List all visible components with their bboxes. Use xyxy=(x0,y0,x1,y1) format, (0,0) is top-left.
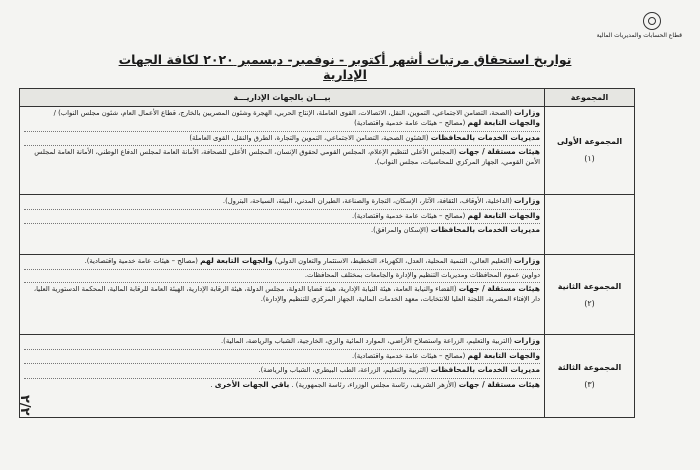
group-cell xyxy=(545,195,635,255)
entity-label: مديريات الخدمات بالمحافظات xyxy=(430,365,540,375)
entity-label: والجهات التابعة لهم xyxy=(467,210,540,220)
group-row xyxy=(20,195,635,255)
group-row xyxy=(20,255,635,335)
group-name: المجموعة الثالثة xyxy=(557,363,622,373)
group-row xyxy=(20,106,635,195)
entity-text: (مصالح – هيئات عامة خدمية واقتصادية). xyxy=(351,211,468,220)
entity-label: باقي الجهات الأخرى xyxy=(214,379,290,389)
group-number: (٢) xyxy=(584,298,595,308)
entity-text: (الداخلية، الأوقاف، الثقافة، الآثار، الإسكان، التجارة والصناعة، الطيران المدني، البيئة، السياحة، البترول). xyxy=(222,197,515,206)
entity-text: دواوين عموم المحافظات ومديريات التنظيم والإدارة والجامعات بمختلف المحافظات. xyxy=(304,270,540,279)
group-number: (٣) xyxy=(584,380,595,390)
entity-text: (الإسكان والمرافق). xyxy=(370,226,431,235)
entity-text: (التربية والتعليم، الزراعة واستصلاح الأراضي، الموارد المائية والري، الخارجية، الشباب والرياضة، المالية). xyxy=(221,337,515,346)
entities-cell xyxy=(20,106,545,195)
entity-line xyxy=(24,132,540,147)
entity-label: هيئات مستقلة / جهات xyxy=(458,147,540,157)
group-name: المجموعة الأولى xyxy=(556,137,623,147)
entity-line xyxy=(24,255,540,270)
group-number: (١) xyxy=(584,154,595,164)
entity-line xyxy=(24,107,540,132)
logo-caption: قطاع الحسابات والمديريات المالية xyxy=(596,32,682,39)
entity-text: (الشئون الصحية، التضامن الاجتماعي، التموين والتجارة، الطرق والنقل، القوى العاملة) xyxy=(189,133,431,142)
group-cell xyxy=(545,255,635,335)
entity-line xyxy=(24,210,540,225)
entity-label: والجهات التابعة لهم xyxy=(467,118,540,128)
entity-text: (الأزهر الشريف، رئاسة مجلس الوزراء، رئاسة الجمهورية) . xyxy=(289,380,459,389)
entity-line xyxy=(24,335,540,350)
group-name: المجموعة الثانية xyxy=(557,281,622,291)
entity-label: هيئات مستقلة / جهات xyxy=(458,284,540,294)
entity-line xyxy=(24,379,540,393)
entity-line xyxy=(24,350,540,365)
header-group: المجموعة xyxy=(545,89,635,107)
entity-text: (القضاء والنيابة العامة، هيئة النيابة الإدارية، هيئة قضايا الدولة، مجلس الدولة، هيئة الرقابة الإدارية، الهيئة العامة للرقابة المالية، المحكمة الدستورية العليا، دار الإفتاء المصرية، اللجنة العليا للانتخابات، معهد الخدمات المالية، الجهاز المركزي للتنظيم والإدارة). xyxy=(33,285,540,303)
entity-text: (التعليم العالي، التنمية المحلية، العدل، الكهرباء، التخطيط، الاستثمار والتعاون الدولي) xyxy=(272,257,515,266)
entity-label: وزارات xyxy=(514,196,540,206)
seal-icon xyxy=(643,12,661,30)
entity-label: مديريات الخدمات بالمحافظات xyxy=(430,132,540,142)
entity-text: (المجلس الأعلى لتنظيم الإعلام، المجلس القومي لحقوق الإنسان، المجلس الأعلى للصحافة، الأمانة العامة لمجلس الدفاع الوطني، الأمانة العامة لمجلس الأمن القومي، الجهاز المركزي للمحاسبات، مجلس النواب). xyxy=(34,148,540,166)
entities-cell xyxy=(20,255,545,335)
entity-label: وزارات xyxy=(514,107,540,117)
ministry-logo xyxy=(596,12,682,39)
entity-label: مديريات الخدمات بالمحافظات xyxy=(430,225,540,235)
entity-text: (الصحة، التضامن الاجتماعي، التموين، النقل، الاتصالات، القوى العاملة، الإنتاج الحربي، الهجرة وشئون المصريين بالخارج، قطاع الأعمال العام، شئون مجلس النواب) / xyxy=(53,108,515,117)
group-row xyxy=(20,335,635,418)
group-cell xyxy=(545,106,635,195)
entity-line xyxy=(24,195,540,210)
entities-cell xyxy=(20,335,545,418)
schedule-table xyxy=(19,88,635,418)
entity-line xyxy=(24,270,540,284)
entity-label: وزارات xyxy=(514,336,540,346)
entity-text: (مصالح – هيئات عامة خدمية واقتصادية) xyxy=(354,119,468,128)
entities-cell xyxy=(20,195,545,255)
entity-text: (مصالح – هيئات عامة خدمية واقتصادية). xyxy=(351,351,468,360)
entity-line xyxy=(24,146,540,169)
entity-label: والجهات التابعة لهم xyxy=(200,256,273,266)
entity-line xyxy=(24,224,540,238)
entity-label: والجهات التابعة لهم xyxy=(467,350,540,360)
entity-label: وزارات xyxy=(514,256,540,266)
entity-line xyxy=(24,283,540,306)
entity-text: . xyxy=(210,380,215,389)
entity-text: (التربية والتعليم، الزراعة، الطب البيطري، الشباب والرياضة). xyxy=(258,366,431,375)
page-title: تواريخ استحقاق مرتبات أشهر أكتوبر - نوفمبر- ديسمبر ٢٠٢٠ لكافة الجهات الإدارية xyxy=(118,52,572,82)
group-cell xyxy=(545,335,635,418)
entity-label: هيئات مستقلة / جهات xyxy=(458,379,540,389)
page-number-mark: ٢/٢ xyxy=(17,394,32,416)
entity-line xyxy=(24,364,540,379)
entity-text: (مصالح – هيئات عامة خدمية واقتصادية). xyxy=(84,257,201,266)
header-entities: بيـــان بالجهات الإداريـــة xyxy=(20,89,545,107)
